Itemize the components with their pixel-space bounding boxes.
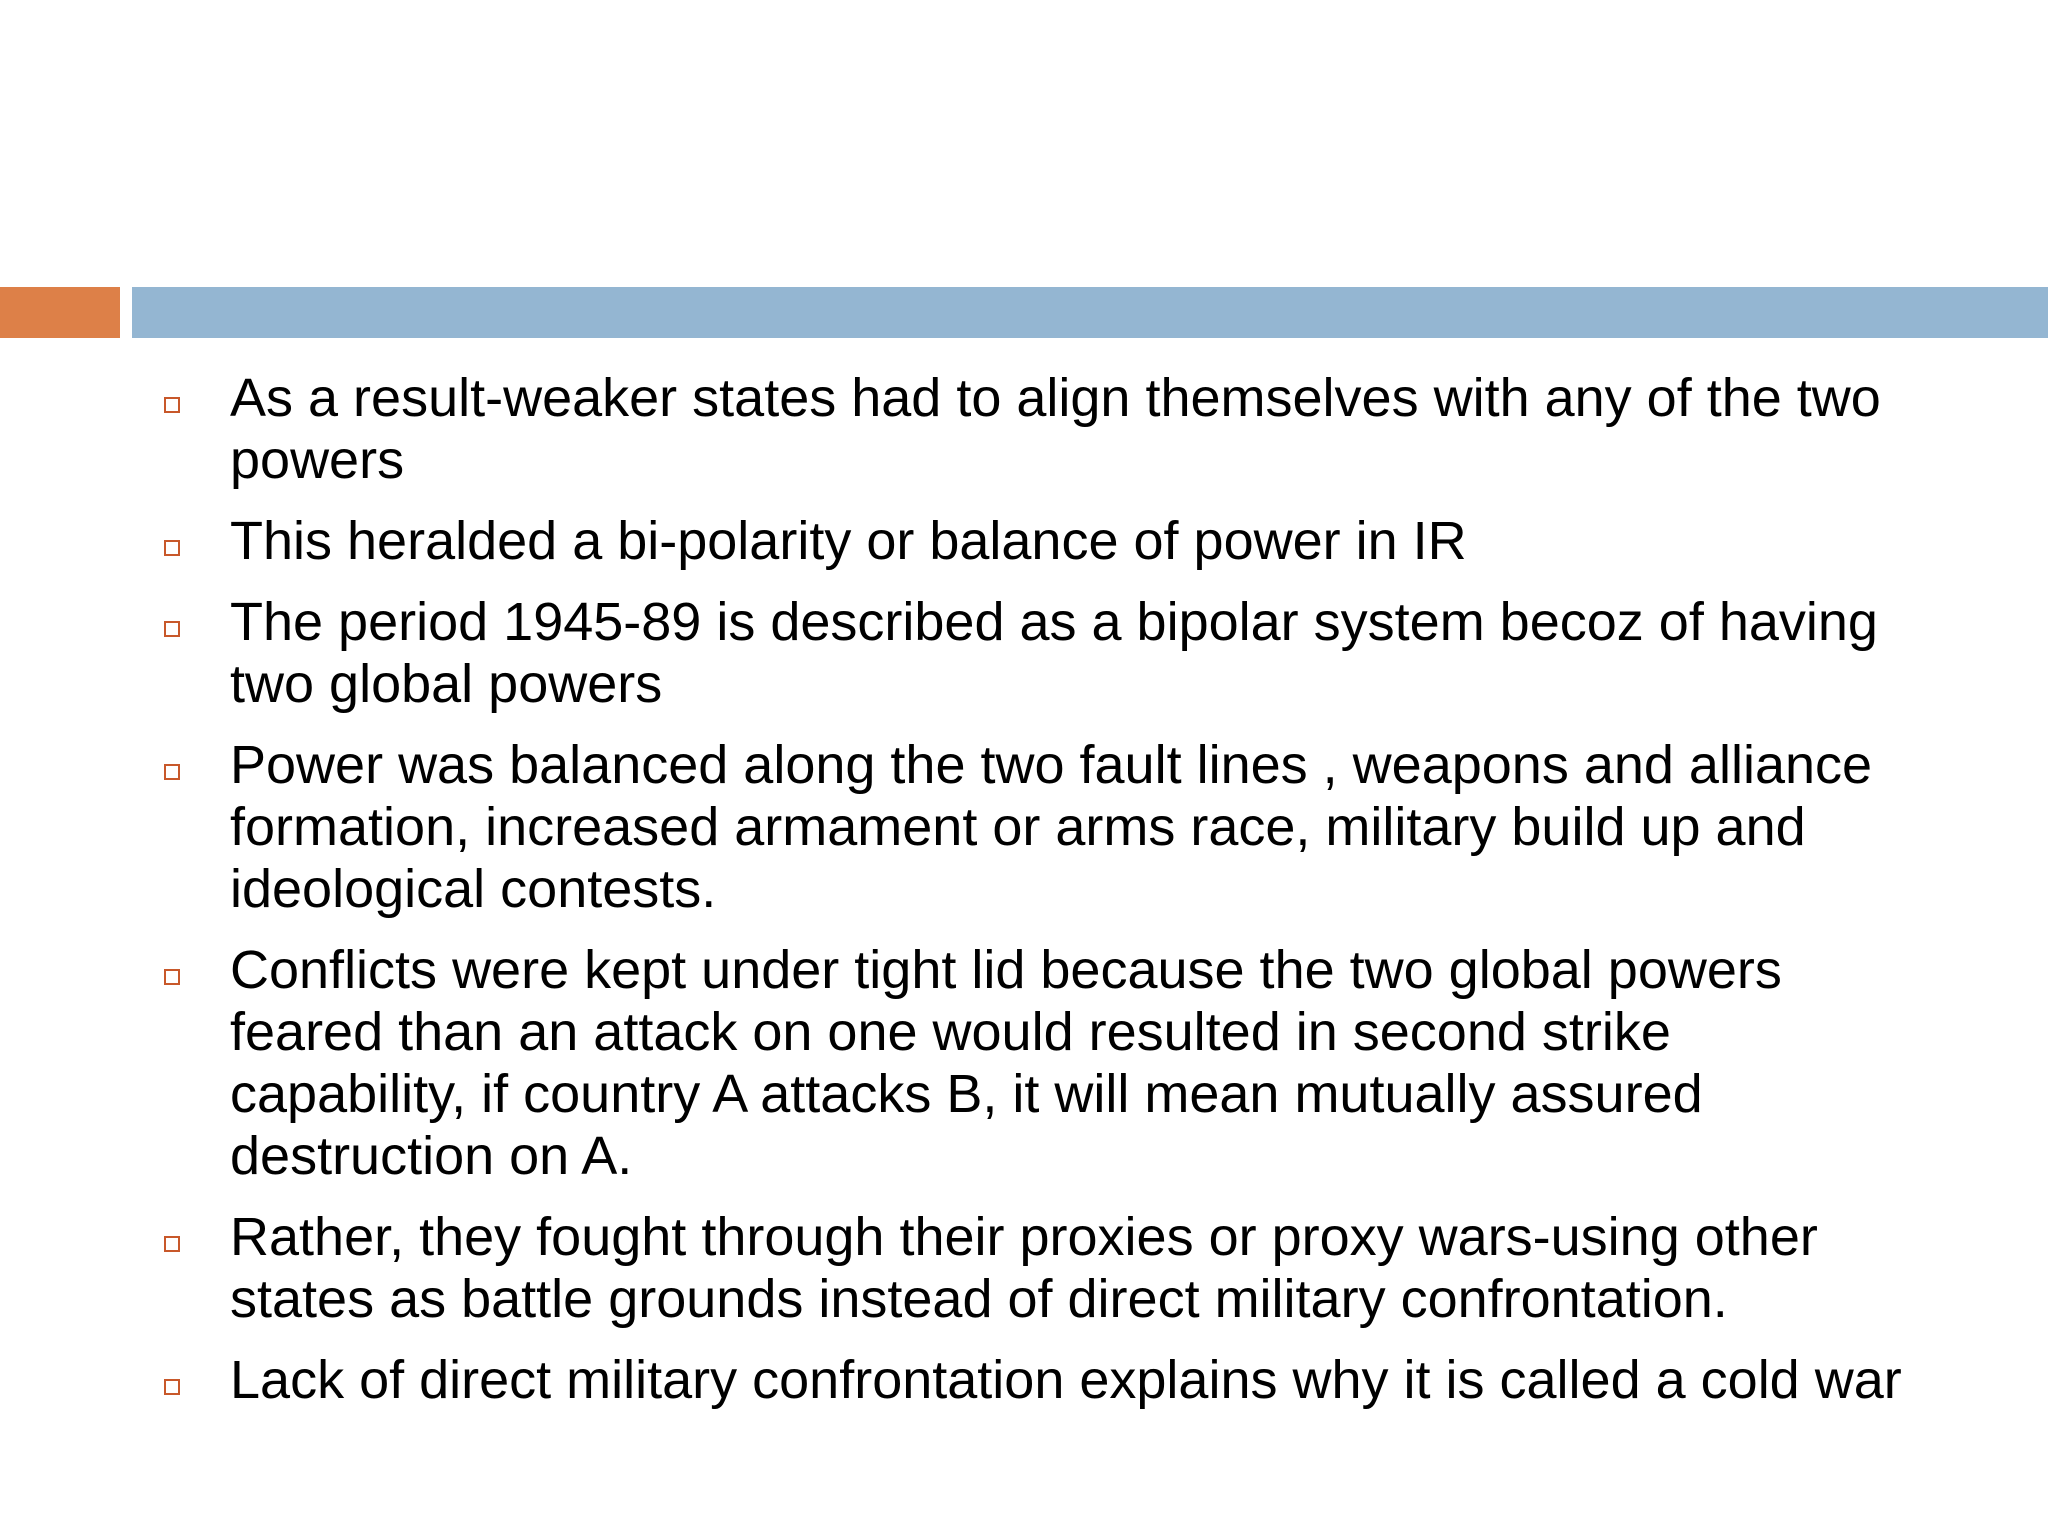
bullet-list (150, 367, 1910, 1430)
bullet-item (150, 591, 1910, 715)
square-bullet-icon (164, 397, 180, 413)
bullet-text: Power was balanced along the two fault lines , weapons and alliance formation, increased armament or arms race, military build up and ideological contests. (230, 735, 1873, 919)
square-bullet-icon (164, 764, 180, 780)
bullet-item (150, 510, 1910, 572)
square-bullet-icon (164, 969, 180, 985)
bullet-text: As a result-weaker states had to align themselves with any of the two powers (230, 368, 1881, 490)
orange-accent-bar (0, 287, 120, 338)
bullet-text: Lack of direct military confrontation explains why it is called a cold war (230, 1350, 1902, 1410)
bullet-text: This heralded a bi-polarity or balance of power in IR (230, 511, 1467, 571)
bullet-text: Conflicts were kept under tight lid because the two global powers feared than an attack on one would resulted in second strike capability, if country A attacks B, it will mean mutually assured destruction on A. (230, 940, 1782, 1186)
square-bullet-icon (164, 1236, 180, 1252)
blue-header-bar (132, 287, 2048, 338)
bullet-item (150, 939, 1910, 1187)
bullet-text: Rather, they fought through their proxies or proxy wars-using other states as battle grounds instead of direct military confrontation. (230, 1207, 1818, 1329)
bullet-item (150, 1349, 1910, 1411)
bullet-item (150, 734, 1910, 920)
bullet-item (150, 367, 1910, 491)
square-bullet-icon (164, 621, 180, 637)
square-bullet-icon (164, 1379, 180, 1395)
bullet-text: The period 1945-89 is described as a bipolar system becoz of having two global powers (230, 592, 1878, 714)
bullet-item (150, 1206, 1910, 1330)
square-bullet-icon (164, 540, 180, 556)
